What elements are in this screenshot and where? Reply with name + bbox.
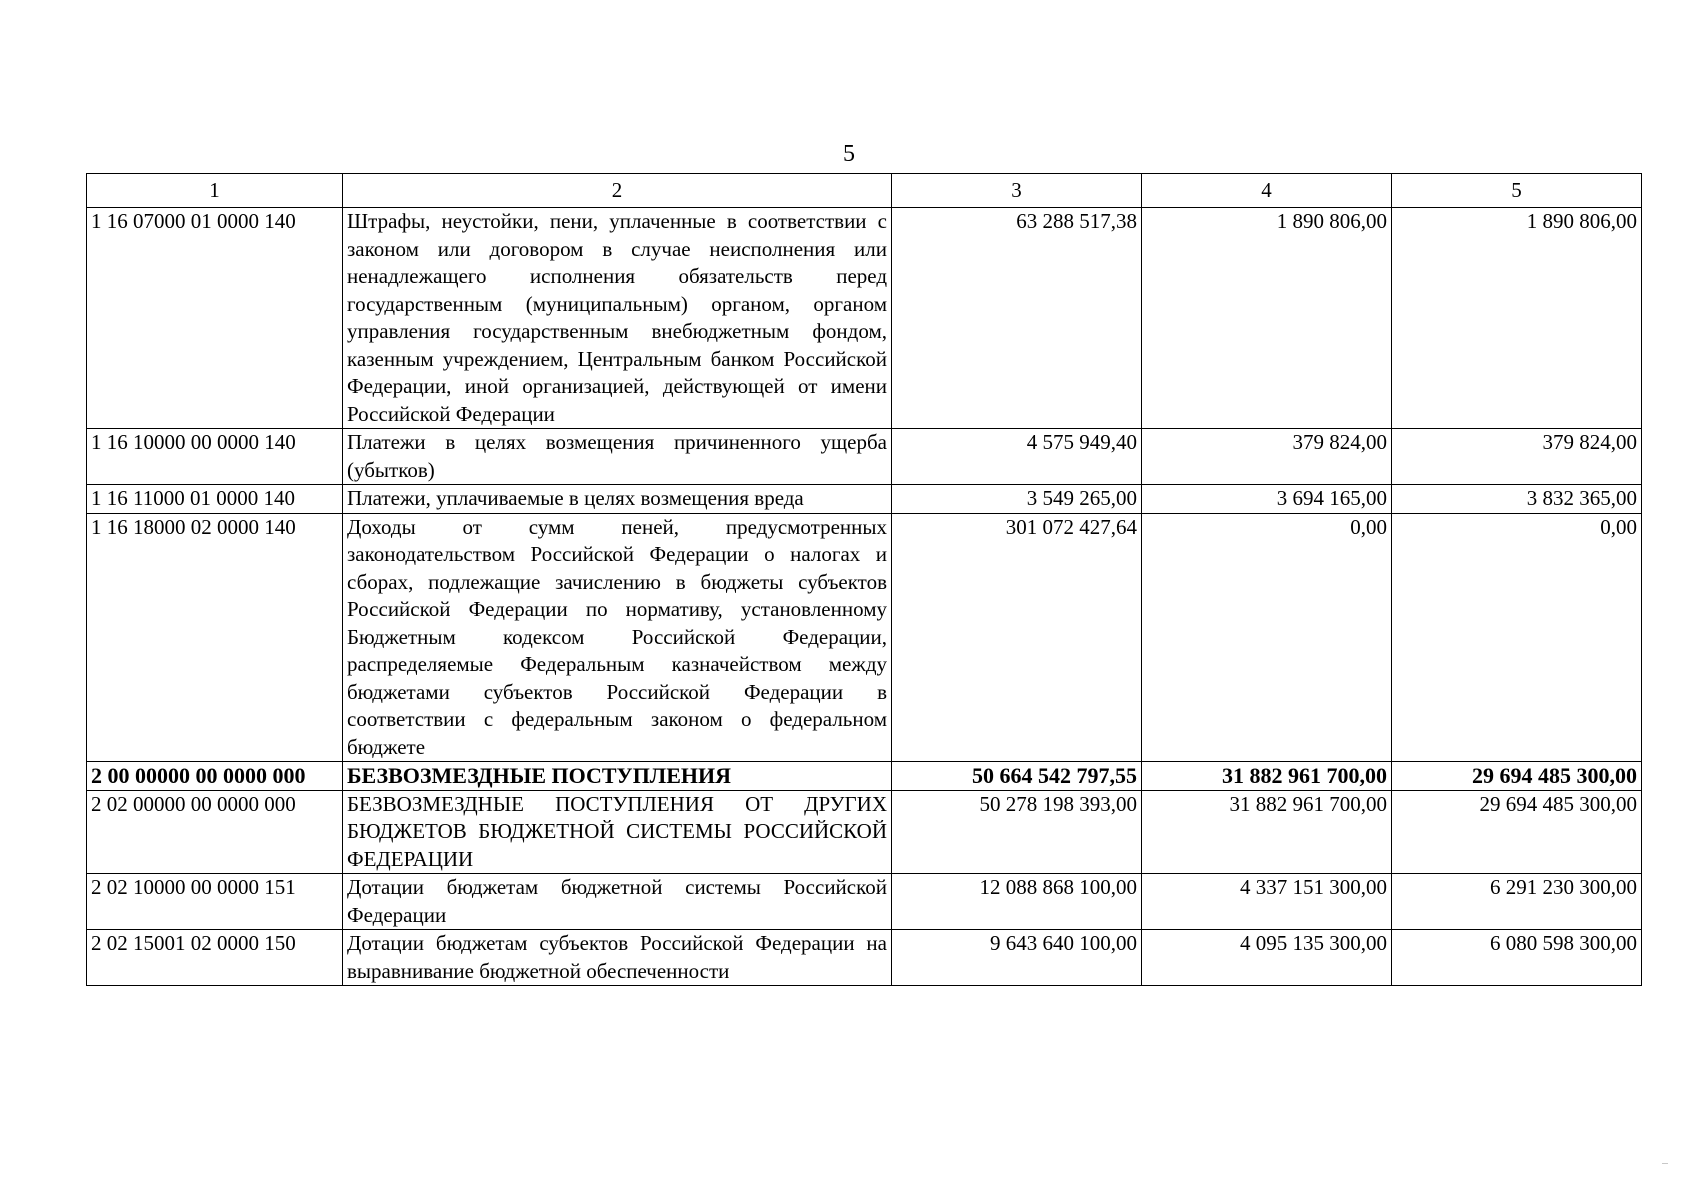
amount-col-4: 379 824,00 [1142,429,1392,485]
amount-col-4: 4 337 151 300,00 [1142,874,1392,930]
amount-col-4: 3 694 165,00 [1142,485,1392,514]
revenue-name: Дотации бюджетам бюджетной системы Российской Федерации [343,874,892,930]
table-header-row [87,174,1642,208]
revenue-name: Доходы от сумм пеней, предусмотренных законодательством Российской Федерации о налогах и сборах, подлежащие зачислению в бюджеты субъектов Российской Федерации по нормативу, установленному Бюджетным кодексом Российской Федерации, распределяемые Федеральным казначейством между бюджетами субъектов Российской Федерации в соответствии с федеральным законом о федеральном бюджете [343,513,892,762]
amount-col-5: 1 890 806,00 [1392,208,1642,429]
revenue-name: БЕЗВОЗМЕЗДНЫЕ ПОСТУПЛЕНИЯ [343,762,892,791]
amount-col-3: 3 549 265,00 [892,485,1142,514]
table-row [87,513,1642,762]
scan-artifact [1662,1163,1668,1168]
budget-code: 2 02 15001 02 0000 150 [87,930,343,986]
revenue-name: Платежи, уплачиваемые в целях возмещения вреда [343,485,892,514]
budget-code: 1 16 10000 00 0000 140 [87,429,343,485]
revenue-name: БЕЗВОЗМЕЗДНЫЕ ПОСТУПЛЕНИЯ ОТ ДРУГИХ БЮДЖЕТОВ БЮДЖЕТНОЙ СИСТЕМЫ РОССИЙСКОЙ ФЕДЕРАЦИИ [343,790,892,874]
amount-col-5: 379 824,00 [1392,429,1642,485]
amount-col-5: 29 694 485 300,00 [1392,790,1642,874]
amount-col-3: 4 575 949,40 [892,429,1142,485]
revenue-name: Дотации бюджетам субъектов Российской Федерации на выравнивание бюджетной обеспеченности [343,930,892,986]
budget-code: 2 02 10000 00 0000 151 [87,874,343,930]
table-row [87,208,1642,429]
amount-col-5: 0,00 [1392,513,1642,762]
amount-col-4: 31 882 961 700,00 [1142,790,1392,874]
amount-col-5: 29 694 485 300,00 [1392,762,1642,791]
budget-code: 1 16 18000 02 0000 140 [87,513,343,762]
budget-code: 2 02 00000 00 0000 000 [87,790,343,874]
table-row [87,874,1642,930]
amount-col-3: 50 664 542 797,55 [892,762,1142,791]
budget-code: 1 16 07000 01 0000 140 [87,208,343,429]
amount-col-3: 63 288 517,38 [892,208,1142,429]
revenue-name: Платежи в целях возмещения причиненного ущерба (убытков) [343,429,892,485]
table-row [87,485,1642,514]
amount-col-4: 31 882 961 700,00 [1142,762,1392,791]
column-header-1: 1 [87,174,343,208]
revenue-name: Штрафы, неустойки, пени, уплаченные в соответствии с законом или договором в случае неисполнения или ненадлежащего исполнения обязательств перед государственным (муниципальным) органом, органом управления государственным внебюджетным фондом, казенным учреждением, Центральным банком Российской Федерации, иной организацией, действующей от имени Российской Федерации [343,208,892,429]
amount-col-5: 6 080 598 300,00 [1392,930,1642,986]
amount-col-3: 50 278 198 393,00 [892,790,1142,874]
amount-col-5: 3 832 365,00 [1392,485,1642,514]
amount-col-3: 9 643 640 100,00 [892,930,1142,986]
amount-col-3: 301 072 427,64 [892,513,1142,762]
page-number: 5 [843,141,855,167]
amount-col-5: 6 291 230 300,00 [1392,874,1642,930]
budget-code: 2 00 00000 00 0000 000 [87,762,343,791]
table-row-total [87,762,1642,791]
amount-col-4: 4 095 135 300,00 [1142,930,1392,986]
budget-revenue-table [86,173,1642,986]
column-header-5: 5 [1392,174,1642,208]
budget-code: 1 16 11000 01 0000 140 [87,485,343,514]
table-row [87,429,1642,485]
table-row [87,790,1642,874]
column-header-4: 4 [1142,174,1392,208]
table-row [87,930,1642,986]
column-header-3: 3 [892,174,1142,208]
amount-col-4: 0,00 [1142,513,1392,762]
amount-col-3: 12 088 868 100,00 [892,874,1142,930]
column-header-2: 2 [343,174,892,208]
amount-col-4: 1 890 806,00 [1142,208,1392,429]
